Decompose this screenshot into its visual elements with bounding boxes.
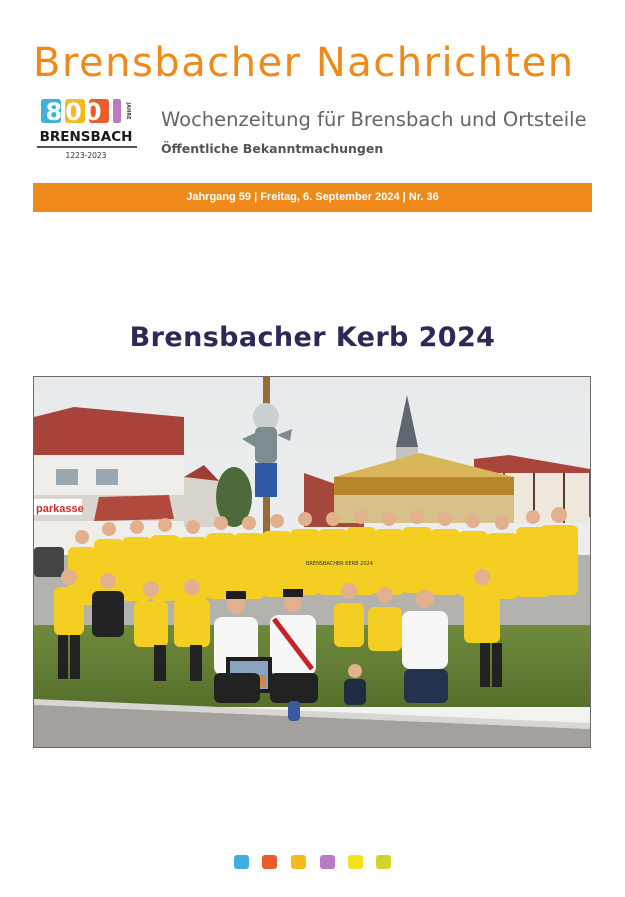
cover-headline: Brensbacher Kerb 2024 (129, 322, 496, 353)
footer-dot (291, 855, 306, 869)
issue-info-bar (33, 183, 592, 212)
footer-dot (376, 855, 391, 869)
svg-text:BRENSBACH: BRENSBACH (39, 129, 133, 145)
svg-text:JAHRE: JAHRE (125, 102, 131, 120)
public-notices-label: Öffentliche Bekanntmachungen (161, 141, 384, 156)
footer-dot (262, 855, 277, 869)
anniversary-logo (33, 97, 141, 165)
svg-text:1223-2023: 1223-2023 (65, 151, 107, 160)
svg-text:parkasse: parkasse (36, 503, 84, 515)
svg-text:800: 800 (45, 98, 105, 126)
footer-dot (348, 855, 363, 869)
masthead-title: Brensbacher Nachrichten (33, 40, 575, 86)
cover-photo (33, 376, 591, 748)
footer-dot (320, 855, 335, 869)
footer-dot (234, 855, 249, 869)
svg-text:BRENSBACHER KERB 2024: BRENSBACHER KERB 2024 (306, 561, 373, 567)
issue-info-text: Jahrgang 59 | Freitag, 6. September 2024 | Nr. 36 (186, 191, 439, 203)
newspaper-subtitle: Wochenzeitung für Brensbach und Ortsteile (161, 108, 587, 131)
